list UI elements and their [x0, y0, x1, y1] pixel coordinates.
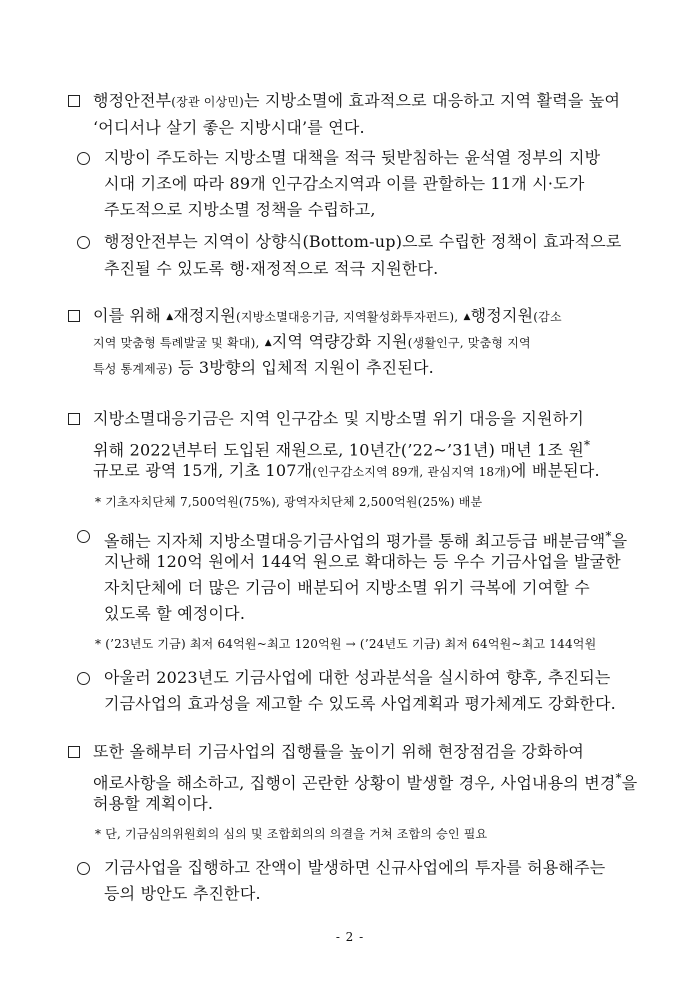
- text-span: 올해는 지자체 지방소멸대응기금사업의 평가를 통해 최고등급 배분금액: [104, 531, 606, 551]
- footnote-mark: *: [615, 771, 622, 785]
- triangle-bullet-icon: ▲: [166, 312, 174, 322]
- footnote: * (’23년도 기금) 최저 64억원~최고 120억원 → (’24년도 기금) 최저 64억원~최고 144억원: [95, 637, 597, 651]
- text-line: 등의 방안도 추진한다.: [104, 884, 261, 903]
- text-span: 에 배분된다.: [510, 461, 600, 480]
- circle-bullet-icon: [77, 672, 90, 685]
- text-span: 는 지방소멸에 효과적으로 대응하고 지역 활력을 높여: [244, 91, 621, 110]
- circle-bullet-icon: [77, 236, 90, 249]
- text-span-small: (인구감소지역 89개, 관심지역 18개): [312, 465, 511, 479]
- text-span: 위해 2022년부터 도입된 재원으로, 10년간(’22~’31년) 매년 1조 원: [93, 440, 584, 460]
- square-bullet-icon: [68, 310, 80, 322]
- triangle-bullet-icon: ▲: [463, 312, 471, 322]
- square-bullet-icon: [68, 95, 80, 107]
- text-line: 또한 올해부터 기금사업의 집행률을 높이기 위해 현장점검을 강화하여: [93, 742, 585, 761]
- text-span: 규모로 광역 15개, 기초 107개: [93, 461, 313, 480]
- text-span-small: (생활인구, 맞춤형 지역: [407, 336, 531, 350]
- text-line: [93, 768, 637, 793]
- text-line: [93, 306, 562, 327]
- text-line: 추진될 수 있도록 행·재정적으로 적극 지원한다.: [104, 259, 439, 278]
- circle-bullet-icon: [77, 862, 90, 875]
- circle-bullet-icon: [77, 530, 90, 543]
- text-line: 주도적으로 지방소멸 정책을 수립하고,: [104, 200, 376, 219]
- text-span: 재정지원: [173, 306, 236, 325]
- text-line: [93, 332, 531, 353]
- text-span: 이를 위해: [93, 306, 167, 325]
- text-line: 지방이 주도하는 지방소멸 대책을 적극 뒷받침하는 윤석열 정부의 지방: [104, 148, 601, 167]
- text-line: 행정안전부는 지역이 상향식(Bottom-up)으로 수립한 정책이 효과적으로: [104, 232, 622, 251]
- footnote-mark: *: [584, 438, 591, 452]
- text-span-small: 지역 맞춤형 특례발굴 및 확대),: [93, 336, 260, 350]
- text-span: 지역 역량강화 지원: [271, 332, 408, 351]
- text-line: 기금사업의 효과성을 제고할 수 있도록 사업계획과 평가체계도 강화한다.: [104, 694, 616, 713]
- text-line: [104, 526, 627, 551]
- circle-bullet-icon: [77, 152, 90, 165]
- text-line: 지난해 120억 원에서 144억 원으로 확대하는 등 우수 기금사업을 발굴한: [104, 552, 621, 571]
- square-bullet-icon: [68, 413, 80, 425]
- text-line: 허용할 계획이다.: [93, 794, 214, 813]
- footnote: * 기초자치단체 7,500억원(75%), 광역자치단체 2,500억원(25%) 배분: [95, 495, 483, 509]
- text-line: 시대 기조에 따라 89개 인구감소지역과 이를 관할하는 11개 시·도가: [104, 174, 585, 193]
- text-span: 애로사항을 해소하고, 집행이 곤란한 상황이 발생할 경우, 사업내용의 변경: [93, 773, 616, 793]
- text-line: [93, 435, 590, 460]
- square-bullet-icon: [68, 746, 80, 758]
- text-line: [93, 358, 434, 379]
- text-span-small: (감소: [533, 310, 562, 324]
- text-line: [93, 91, 620, 112]
- text-line: 기금사업을 집행하고 잔액이 발생하면 신규사업에의 투자를 허용해주는: [104, 858, 606, 877]
- page-number: - 2 -: [335, 930, 365, 944]
- text-span: 등 3방향의 입체적 지원이 추진된다.: [172, 358, 434, 377]
- text-line: 아울러 2023년도 기금사업에 대한 성과분석을 실시하여 향후, 추진되는: [104, 668, 611, 687]
- text-line: 있도록 할 예정이다.: [104, 604, 246, 623]
- text-span-small: (지방소멸대응기금, 지역활성화투자펀드),: [235, 310, 459, 324]
- text-line: 자치단체에 더 많은 기금이 배분되어 지방소멸 위기 극복에 기여할 수: [104, 578, 590, 597]
- text-span-small: (장관 이상민): [171, 95, 245, 109]
- text-span: 행정지원: [470, 306, 534, 325]
- text-line: [93, 461, 600, 482]
- footnote: * 단, 기금심의위원회의 심의 및 조합회의의 의결을 거쳐 조합의 승인 필요: [95, 827, 488, 841]
- triangle-bullet-icon: ▲: [264, 338, 272, 348]
- text-span: 행정안전부: [93, 91, 172, 110]
- text-line: ‘어디서나 살기 좋은 지방시대’를 연다.: [93, 118, 365, 137]
- text-span: 을: [621, 773, 638, 793]
- text-span: 을: [611, 531, 628, 551]
- text-line: 지방소멸대응기금은 지역 인구감소 및 지방소멸 위기 대응을 지원하기: [93, 409, 585, 428]
- footnote-mark: *: [605, 529, 612, 543]
- text-span-small: 특성 통계제공): [93, 362, 173, 376]
